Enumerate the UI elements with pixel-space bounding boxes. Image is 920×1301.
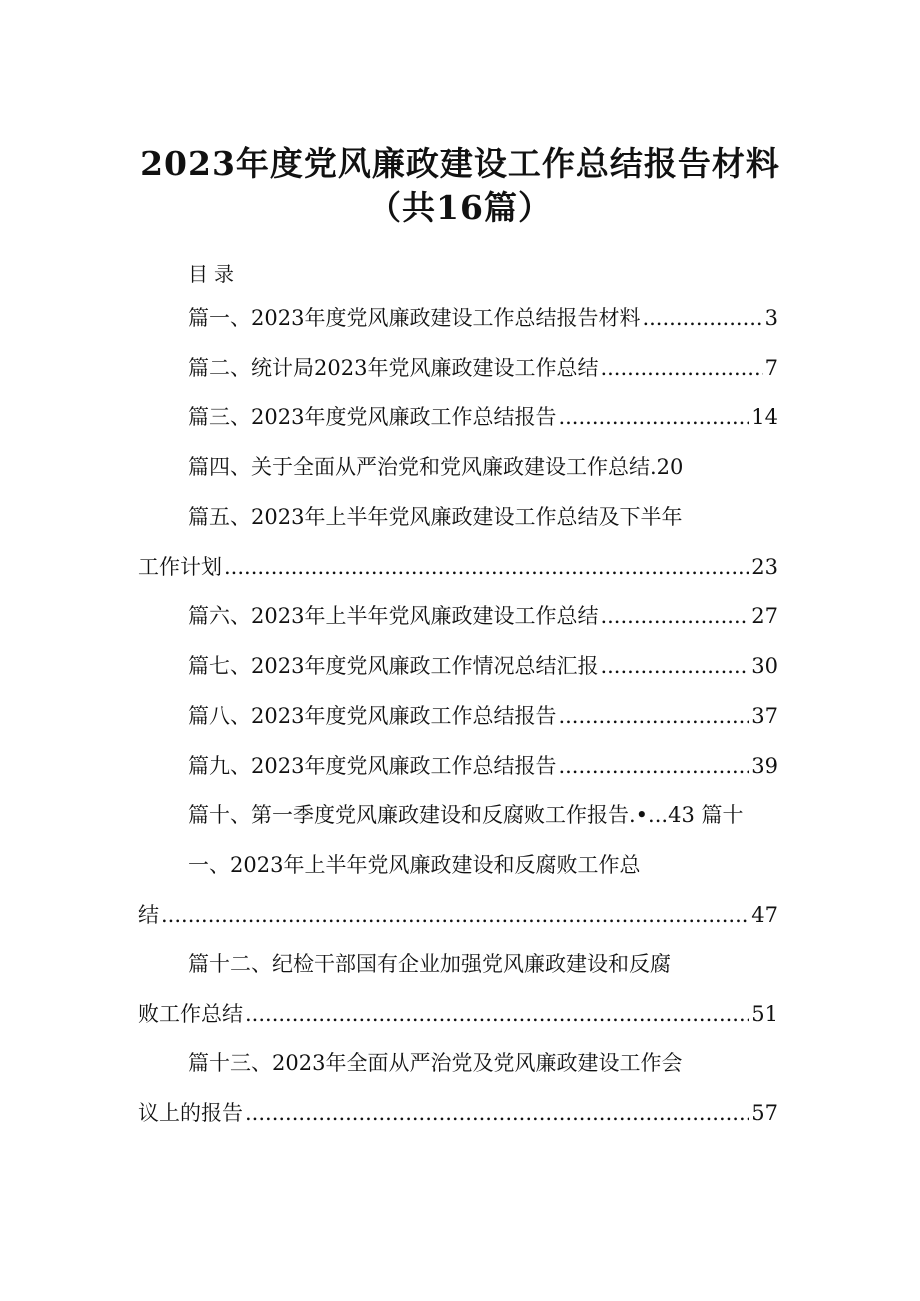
toc-entry[interactable] (188, 947, 788, 981)
toc-leader-dots (224, 550, 749, 584)
toc-entry-page: 27 (751, 604, 778, 628)
document-subtitle: （共16篇） (368, 188, 552, 227)
toc-entry[interactable] (188, 351, 778, 385)
toc-entry-title: 篇六、2023年上半年党风廉政建设工作总结 (188, 604, 599, 628)
toc-entry[interactable] (188, 798, 788, 832)
toc-entry-page: 7 (764, 356, 778, 380)
toc-leader-dots (161, 898, 749, 932)
toc-entry-page: 30 (751, 654, 778, 678)
toc-entry[interactable] (188, 400, 778, 434)
toc-entry[interactable] (188, 500, 788, 534)
toc-entry-title: 篇九、2023年度党风廉政工作总结报告 (188, 754, 557, 778)
toc-entry-title: 一、2023年上半年党风廉政建设和反腐败工作总 (188, 853, 641, 877)
toc-leader-dots (245, 1096, 749, 1130)
toc-entry-title: 结 (138, 903, 159, 927)
toc-leader-dots (600, 599, 749, 633)
toc-entry[interactable] (188, 1046, 788, 1080)
toc-entry-continuation[interactable] (188, 848, 788, 882)
document-title: 2023年度党风廉政建设工作总结报告材料 (140, 144, 780, 183)
toc-entry-title: 篇二、统计局2023年党风廉政建设工作总结 (188, 356, 599, 380)
toc-entry[interactable] (188, 699, 778, 733)
toc-entry-title: 篇十、第一季度党风廉政建设和反腐败工作报告.•...43 篇十 (188, 803, 744, 827)
toc-heading: 目录 (188, 262, 240, 286)
toc-entry-title: 篇一、2023年度党风廉政建设工作总结报告材料 (188, 306, 641, 330)
toc-entry[interactable] (188, 749, 778, 783)
toc-leader-dots (558, 400, 749, 434)
toc-entry[interactable] (188, 599, 778, 633)
toc-entry[interactable] (188, 450, 788, 484)
toc-entry-title: 篇七、2023年度党风廉政工作情况总结汇报 (188, 654, 599, 678)
toc-entry-title: 篇四、关于全面从严治党和党风廉政建设工作总结.20 (188, 455, 684, 479)
toc-entry-title: 工作计划 (138, 555, 222, 579)
toc-leader-dots (600, 351, 762, 385)
toc-entry-page: 37 (751, 704, 778, 728)
toc-entry-page: 14 (751, 405, 778, 429)
toc-entry-continuation[interactable] (138, 550, 778, 584)
toc-entry-title: 篇十三、2023年全面从严治党及党风廉政建设工作会 (188, 1051, 683, 1075)
toc-entry-page: 23 (751, 555, 778, 579)
toc-leader-dots (642, 301, 762, 335)
toc-entry-title: 篇十二、纪检干部国有企业加强党风廉政建设和反腐 (188, 952, 671, 976)
toc-entry-continuation[interactable] (138, 997, 778, 1031)
toc-entry-title: 篇八、2023年度党风廉政工作总结报告 (188, 704, 557, 728)
toc-entry-title: 议上的报告 (138, 1101, 243, 1125)
toc-leader-dots (600, 649, 749, 683)
toc-entry-page: 47 (751, 903, 778, 927)
toc-entry-title: 篇五、2023年上半年党风廉政建设工作总结及下半年 (188, 505, 683, 529)
toc-entry[interactable] (188, 649, 778, 683)
toc-entry-page: 39 (751, 754, 778, 778)
toc-entry-page: 51 (751, 1002, 778, 1026)
toc-entry-page: 3 (764, 306, 778, 330)
toc-leader-dots (558, 699, 749, 733)
toc-entry-continuation[interactable] (138, 1096, 778, 1130)
toc-entry-continuation[interactable] (138, 898, 778, 932)
toc-leader-dots (558, 749, 749, 783)
toc-entry-title: 篇三、2023年度党风廉政工作总结报告 (188, 405, 557, 429)
toc-leader-dots (245, 997, 749, 1031)
toc-entry[interactable] (188, 301, 778, 335)
toc-entry-page: 57 (751, 1101, 778, 1125)
toc-entry-title: 败工作总结 (138, 1002, 243, 1026)
